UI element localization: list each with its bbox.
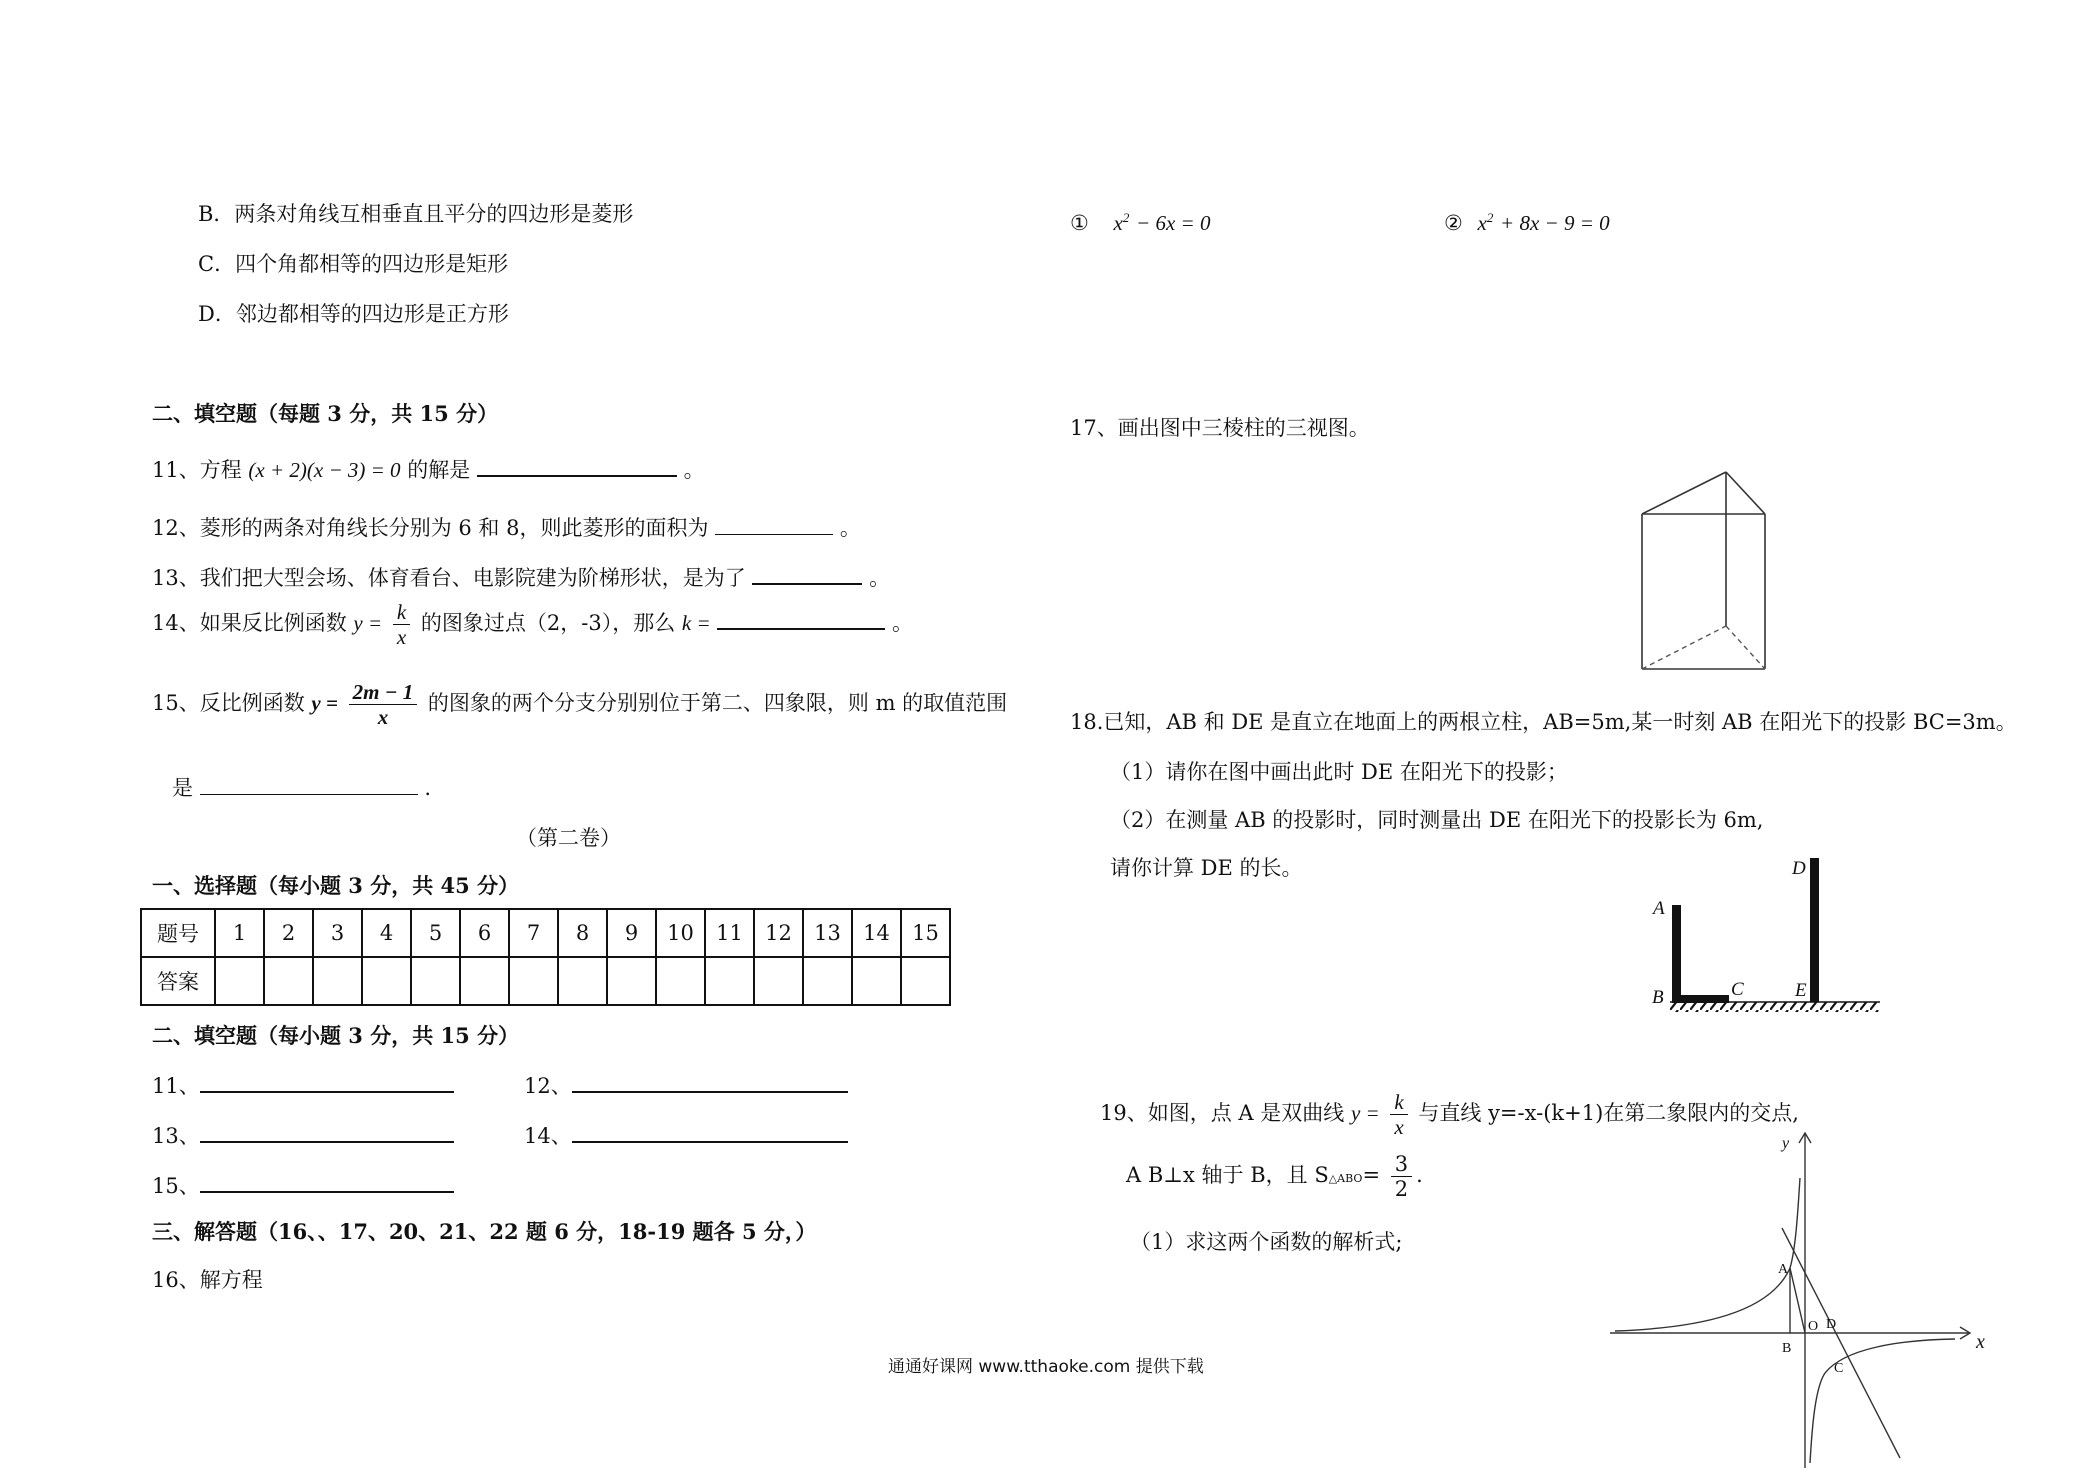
q19-suffix: 与直线 y=-x-(k+1)在第二象限内的交点,	[1418, 1101, 1799, 1126]
hyperbola-branch-left	[1615, 1178, 1800, 1331]
q13-text: 13、我们把大型会场、体育看台、电影院建为阶梯形状，是为了	[152, 566, 746, 590]
question-15-line2	[172, 772, 431, 802]
volume-two-label: （第二卷）	[516, 826, 621, 850]
fill-blank-13	[200, 1121, 454, 1143]
label-x: x	[1976, 1331, 1985, 1353]
answer-cell	[411, 957, 460, 1005]
fill-blank-14	[572, 1121, 848, 1143]
fill-label-12: 12、	[524, 1074, 572, 1098]
q14-k: k =	[681, 611, 711, 636]
question-12	[152, 512, 861, 542]
q14-numerator: k	[393, 600, 410, 625]
q15-numerator: 2m − 1	[349, 680, 418, 705]
prism-figure	[1630, 464, 1780, 678]
q13-blank	[752, 563, 862, 585]
question-18: 18.已知，AB 和 DE 是直立在地面上的两根立柱，AB=5m,某一时刻 AB 在阳光下的投影 BC=3m。	[1070, 710, 2017, 734]
equation-2	[1444, 210, 1610, 236]
fill-label-11: 11、	[152, 1074, 200, 1098]
q19-numerator: k	[1390, 1090, 1407, 1115]
q14-denominator: x	[396, 625, 407, 650]
label-point-b: B	[1782, 1341, 1792, 1356]
question-18-part3: 请你计算 DE 的长。	[1110, 856, 1303, 880]
q19-prefix: 19、如图，点 A 是双曲线	[1100, 1101, 1345, 1126]
label-point-o: O	[1808, 1319, 1819, 1334]
q12-period: 。	[839, 516, 861, 540]
fill-line-13	[152, 1120, 454, 1150]
label-c: C	[1731, 979, 1744, 1000]
q15-period: .	[424, 776, 432, 800]
equation-1	[1070, 210, 1210, 236]
post-ab	[1672, 905, 1681, 1002]
answer-table	[140, 908, 951, 1006]
label-d: D	[1792, 858, 1806, 879]
option-c: C．四个角都相等的四边形是矩形	[198, 252, 509, 276]
section2-title: 二、填空题（每题 3 分，共 15 分）	[152, 401, 499, 426]
answer-cell	[607, 957, 656, 1005]
q13-period: 。	[869, 566, 891, 590]
question-13	[152, 562, 890, 592]
shadow-bc	[1672, 995, 1729, 1003]
question-18-part2: （2）在测量 AB 的投影时，同时测量出 DE 在阳光下的投影长为 6m,	[1110, 808, 1764, 832]
table-number-cell: 14	[852, 909, 901, 957]
q15-line2-text: 是	[172, 776, 193, 800]
table-number-cell: 2	[264, 909, 313, 957]
table-number-cell: 4	[362, 909, 411, 957]
fill-blank-12	[572, 1071, 848, 1093]
q11-suffix: 的解是	[407, 458, 471, 482]
answer-cell	[362, 957, 411, 1005]
q19-subscript: △ABO	[1328, 1172, 1363, 1186]
answer-cell	[901, 957, 950, 1005]
fill-section-title: 二、填空题（每小题 3 分，共 15 分）	[152, 1023, 520, 1048]
segment-ao	[1790, 1268, 1805, 1333]
q14-fraction	[393, 600, 410, 649]
eq2-rest: + 8x − 9 = 0	[1500, 211, 1610, 235]
question-19-part1: （1）求这两个函数的解析式;	[1130, 1230, 1403, 1254]
answer-cell	[803, 957, 852, 1005]
q19-y: y =	[1350, 1101, 1380, 1126]
fill-blank-15	[200, 1171, 454, 1193]
hyperbola-branch-right	[1810, 1339, 1955, 1463]
prism-top-right-edge	[1726, 472, 1765, 514]
answer-cell	[313, 957, 362, 1005]
q15-y: y =	[311, 691, 338, 716]
answer-table-header-row	[141, 909, 950, 957]
choice-section-title: 一、选择题（每小题 3 分，共 45 分）	[152, 873, 520, 898]
eq1-label: ①	[1070, 211, 1089, 235]
answer-table-answer-row	[141, 957, 950, 1005]
line-graph	[1782, 1228, 1900, 1458]
table-number-cell: 1	[215, 909, 264, 957]
q11-blank	[477, 455, 677, 477]
q19-fraction	[1390, 1090, 1407, 1139]
table-number-cell: 5	[411, 909, 460, 957]
q15-fraction	[349, 680, 418, 729]
table-number-cell: 9	[607, 909, 656, 957]
q14-blank	[717, 608, 885, 630]
q14-prefix: 14、如果反比例函数	[152, 611, 347, 636]
footer-text: 通通好课网 www.tthaoke.com 提供下载	[888, 1357, 1204, 1377]
fill-label-15: 15、	[152, 1174, 200, 1198]
fill-label-14: 14、	[524, 1124, 572, 1148]
fill-blank-11	[200, 1071, 454, 1093]
q19-area-fraction	[1391, 1152, 1412, 1201]
q19-equals: =	[1362, 1163, 1381, 1188]
answer-cell	[558, 957, 607, 1005]
solve-section-title: 三、解答题（16、、17、20、21、22 题 6 分，18-19 题各 5 分，）	[152, 1219, 817, 1244]
option-d: D．邻边都相等的四边形是正方形	[198, 302, 509, 326]
eq1-exponent: 2	[1122, 210, 1130, 225]
q19-line2-text: A B⊥x 轴于 B，且 S	[1126, 1163, 1329, 1188]
ground-hatching	[1670, 1002, 1880, 1012]
q11-prefix: 11、方程	[152, 458, 242, 482]
answer-cell	[460, 957, 509, 1005]
q15-blank	[200, 774, 418, 795]
eq2-x: x	[1477, 211, 1487, 235]
label-a: A	[1653, 898, 1665, 919]
question-19-line2	[1126, 1152, 1423, 1201]
q15-suffix: 的图象的两个分支分别别位于第二、四象限，则 m 的取值范围	[427, 691, 1008, 716]
q15-prefix: 15、反比例函数	[152, 691, 305, 716]
eq1-x: x	[1113, 211, 1123, 235]
prism-hidden-left-edge	[1642, 626, 1726, 669]
table-header-label: 题号	[141, 909, 215, 957]
option-b: B．两条对角线互相垂直且平分的四边形是菱形	[198, 202, 634, 226]
table-number-cell: 11	[705, 909, 754, 957]
question-17: 17、画出图中三棱柱的三视图。	[1070, 416, 1370, 440]
q12-blank	[715, 514, 833, 535]
label-point-a: A	[1778, 1262, 1789, 1277]
q11-period: 。	[683, 458, 705, 482]
q19-end-period: .	[1416, 1163, 1423, 1188]
fill-line-15	[152, 1170, 454, 1200]
label-y: y	[1782, 1135, 1790, 1152]
post-de	[1810, 858, 1819, 1002]
answer-cell	[509, 957, 558, 1005]
question-14	[152, 600, 913, 649]
q14-suffix: 的图象过点（2，-3），那么	[420, 611, 676, 636]
table-number-cell: 10	[656, 909, 705, 957]
prism-top-left-edge	[1642, 472, 1726, 514]
answer-cell	[705, 957, 754, 1005]
question-16: 16、解方程	[152, 1268, 263, 1292]
answer-cell	[852, 957, 901, 1005]
q15-denominator: x	[377, 705, 389, 730]
table-number-cell: 6	[460, 909, 509, 957]
label-e: E	[1795, 980, 1807, 1001]
table-number-cell: 13	[803, 909, 852, 957]
answer-cell	[264, 957, 313, 1005]
eq1-rest: − 6x = 0	[1136, 211, 1211, 235]
q14-y: y =	[353, 611, 383, 636]
answer-cell	[754, 957, 803, 1005]
question-15	[152, 680, 1007, 729]
fill-label-13: 13、	[152, 1124, 200, 1148]
table-number-cell: 7	[509, 909, 558, 957]
table-answer-label: 答案	[141, 957, 215, 1005]
table-number-cell: 8	[558, 909, 607, 957]
table-number-cell: 12	[754, 909, 803, 957]
hyperbola-figure	[1610, 1128, 2010, 1468]
label-point-c: C	[1834, 1361, 1844, 1376]
fill-line-11	[152, 1070, 454, 1100]
eq2-label: ②	[1444, 211, 1463, 235]
q19-area-numerator: 3	[1391, 1152, 1412, 1177]
answer-cell	[215, 957, 264, 1005]
label-b: B	[1652, 987, 1664, 1008]
table-number-cell: 3	[313, 909, 362, 957]
question-18-part1: （1）请你在图中画出此时 DE 在阳光下的投影；	[1110, 760, 1568, 784]
q19-denominator: x	[1394, 1115, 1404, 1140]
prism-hidden-right-edge	[1726, 626, 1765, 669]
q14-period: 。	[892, 611, 914, 636]
q12-text: 12、菱形的两条对角线长分别为 6 和 8，则此菱形的面积为	[152, 516, 709, 540]
eq2-exponent: 2	[1486, 210, 1494, 225]
table-number-cell: 15	[901, 909, 950, 957]
posts-figure	[1640, 850, 1890, 1020]
fill-line-12	[524, 1070, 848, 1100]
fill-line-14	[524, 1120, 848, 1150]
question-11	[152, 454, 705, 484]
q19-area-denominator: 2	[1394, 1177, 1409, 1202]
answer-cell	[656, 957, 705, 1005]
q11-equation: (x + 2)(x − 3) = 0	[248, 458, 401, 482]
label-point-d: D	[1826, 1317, 1837, 1332]
